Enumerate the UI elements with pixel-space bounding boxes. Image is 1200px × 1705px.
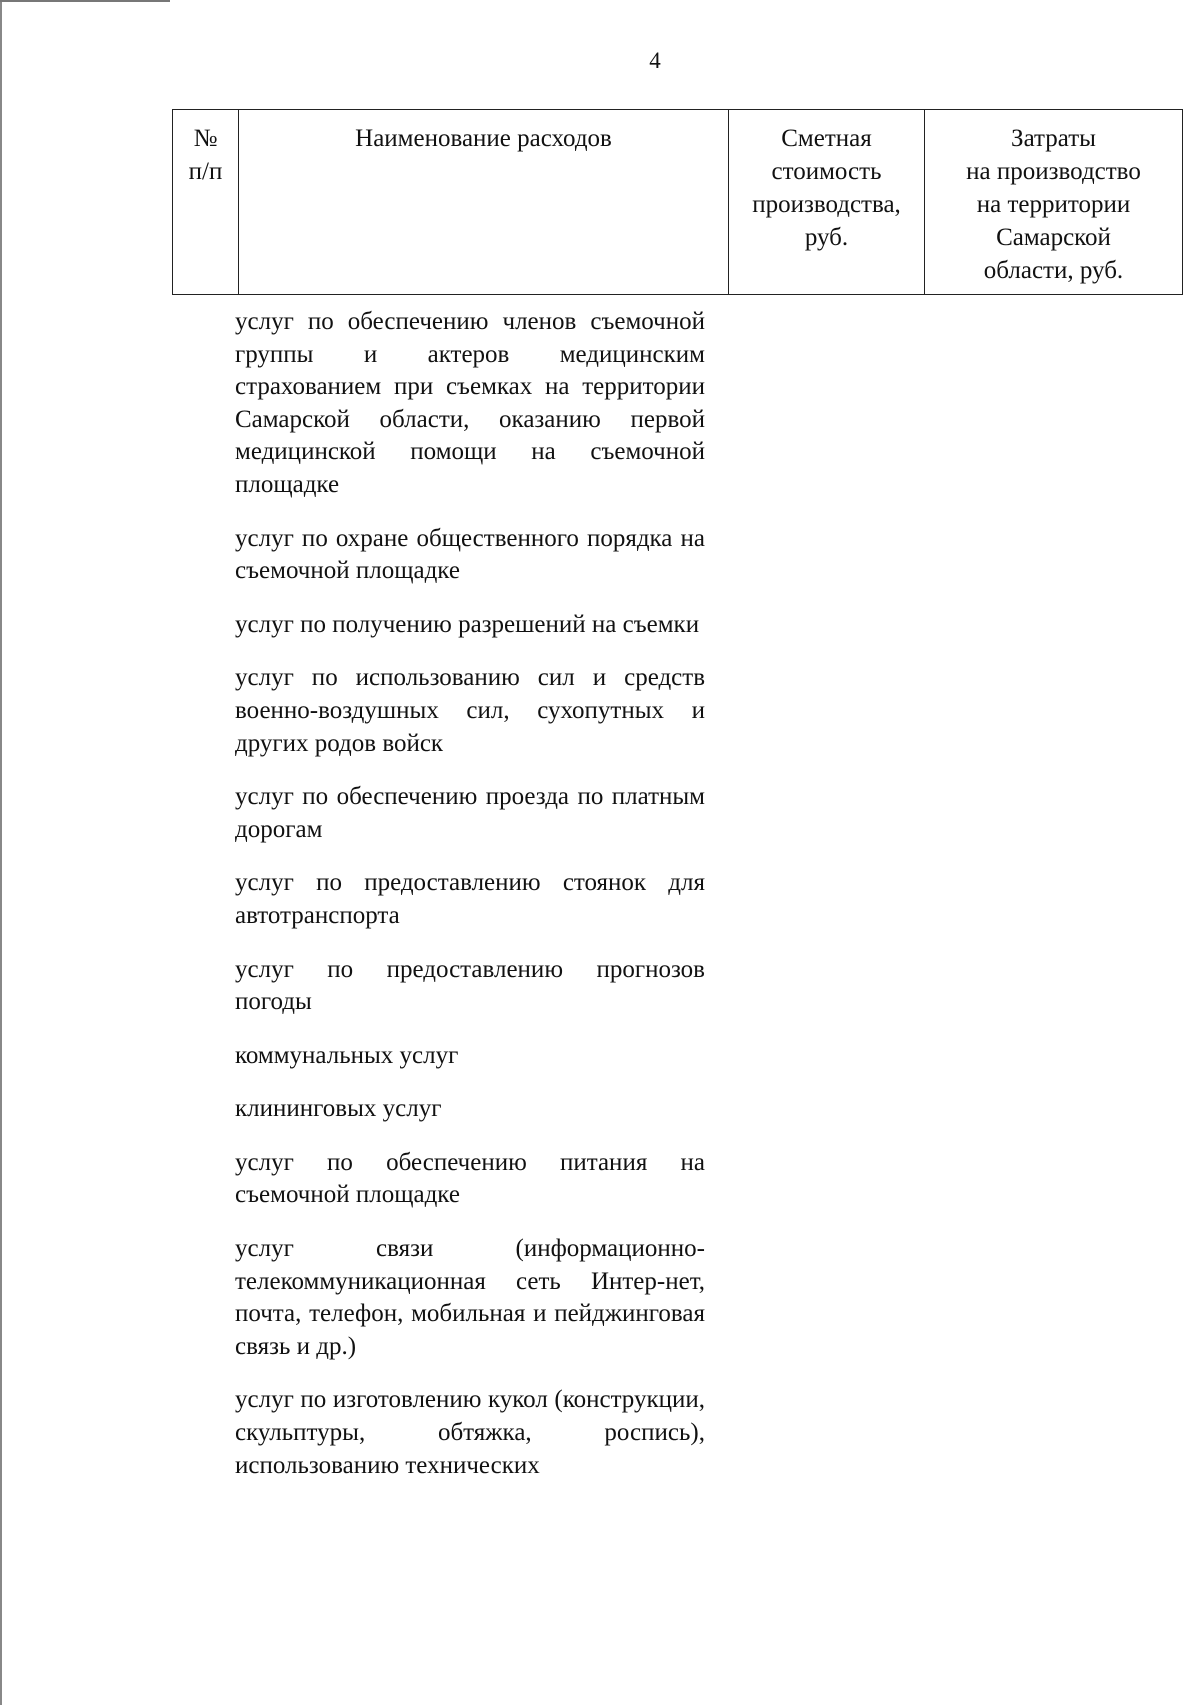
list-item: услуг по изготовлению кукол (конструкции, скульптуры, обтяжка, роспись), использованию технических	[235, 1386, 705, 1479]
list-item: услуг по обеспечению членов съемочной группы и актеров медицинским страхованием при съемках на территории Самарской области, оказанию первой медицинской помощи на съемочной площадке	[235, 308, 705, 498]
list-item: услуг связи (информационно-телекоммуникационная сеть Интер-нет, почта, телефон, мобильная и пейджинговая связь и др.)	[235, 1235, 705, 1360]
table-header-row	[173, 110, 1183, 295]
column-header-samara-costs: Затраты на производство на территории Самарской области, руб.	[925, 110, 1183, 295]
list-item: клининговых услуг	[235, 1095, 442, 1123]
column-header-estimated-cost: Сметная стоимость производства, руб.	[729, 110, 925, 295]
list-item: услуг по использованию сил и средств военно-воздушных сил, сухопутных и других родов войск	[235, 664, 705, 757]
scan-edge-line	[0, 0, 2, 1705]
scan-top-mark	[0, 0, 170, 2]
expenses-table-header	[172, 109, 1183, 295]
list-item: услуг по предоставлению прогнозов погоды	[235, 955, 705, 1016]
column-header-expense-name: Наименование расходов	[239, 110, 729, 295]
list-item: услуг по обеспечению проезда по платным дорогам	[235, 783, 705, 843]
list-item: услуг по охране общественного порядка на съемочной площадке	[235, 524, 705, 585]
list-item: коммунальных услуг	[235, 1041, 459, 1069]
list-item: услуг по получению разрешений на съемки	[235, 610, 700, 638]
list-item: услуг по предоставлению стоянок для автотранспорта	[235, 869, 705, 929]
page-number: 4	[649, 48, 661, 73]
column-header-number: № п/п	[173, 110, 239, 295]
list-item: услуг по обеспечению питания на съемочной площадке	[235, 1148, 705, 1209]
expense-items-list	[235, 306, 705, 1503]
